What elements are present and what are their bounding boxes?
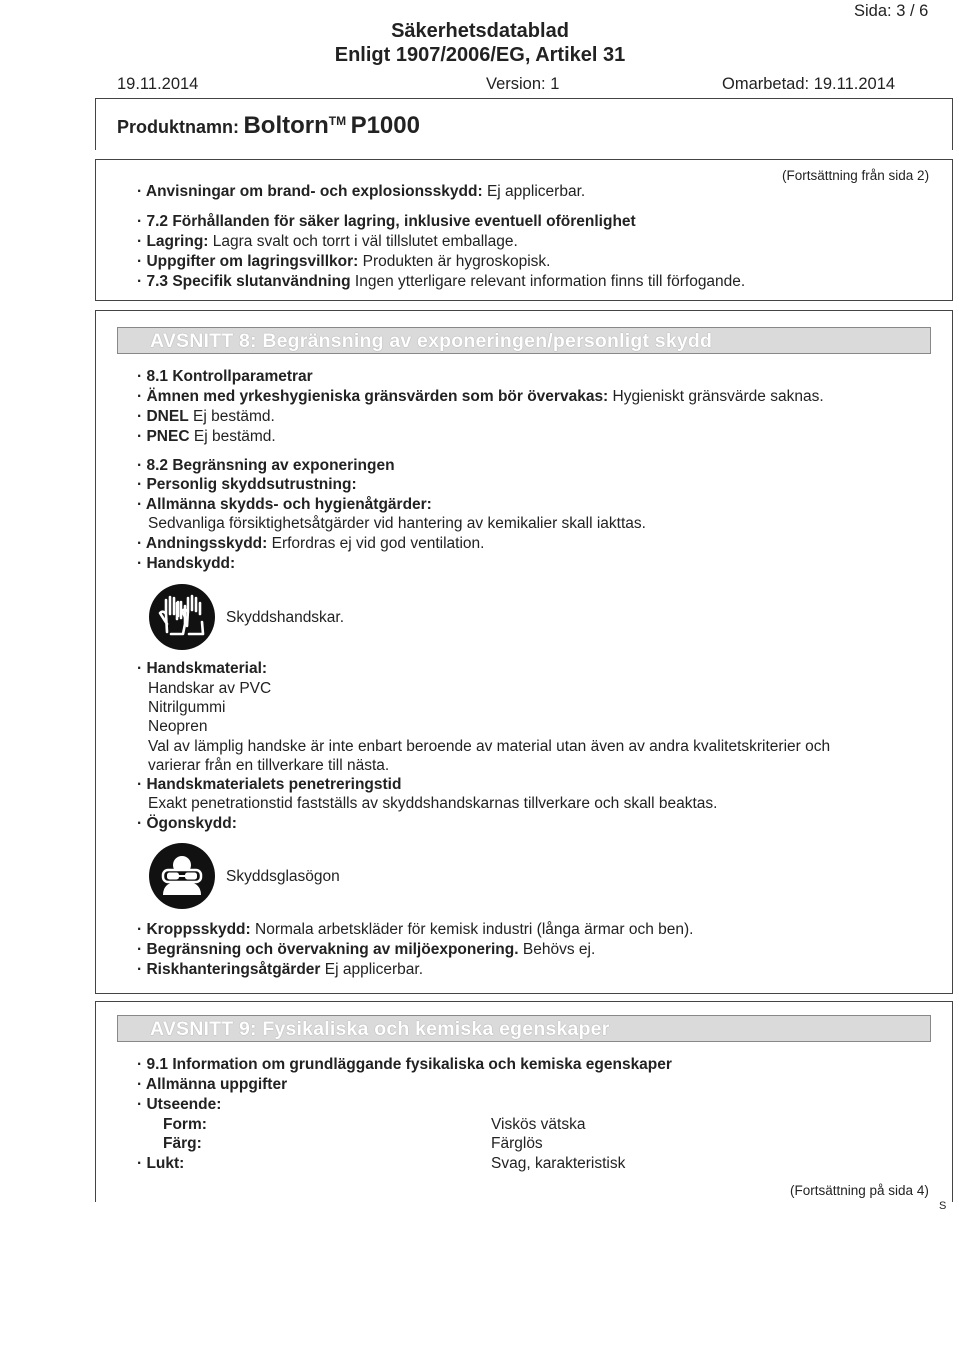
- glove-material-3: Neopren: [148, 718, 208, 735]
- penetration-time-text: Exakt penetrationstid fastställs av skyddshandskarnas tillverkare och skall beaktas.: [148, 795, 718, 812]
- control-parameters-heading: · 8.1 Kontrollparametrar: [137, 368, 313, 385]
- general-measures-text: Sedvanliga försiktighetsåtgärder vid hantering av kemikalier skall iakttas.: [148, 515, 646, 532]
- print-date: 19.11.2014: [117, 75, 199, 93]
- product-name: [117, 112, 420, 140]
- storage-conditions: · Uppgifter om lagringsvillkor: Produkten är hygroskopisk.: [137, 253, 551, 270]
- form-value: Viskös vätska: [491, 1116, 586, 1133]
- version: Version: 1: [486, 75, 560, 93]
- section-9-title: AVSNITT 9: Fysikaliska och kemiska egenskaper: [117, 1015, 931, 1042]
- glove-material-heading: · Handskmaterial:: [137, 660, 268, 677]
- odor-value: Svag, karakteristisk: [491, 1155, 626, 1172]
- hand-protection-heading: · Handskydd:: [137, 555, 236, 572]
- hand-protection-caption: Skyddshandskar.: [226, 609, 345, 626]
- specific-end-use: · 7.3 Specifik slutanvändning Ingen ytterligare relevant information finns till förfogande.: [137, 273, 746, 290]
- footer-letter: S: [939, 1200, 947, 1212]
- continued-from: (Fortsättning från sida 2): [782, 168, 930, 183]
- body-protection: · Kroppsskydd: Normala arbetskläder för kemisk industri (långa ärmar och ben).: [137, 921, 694, 938]
- odor-label: · Lukt:: [137, 1155, 185, 1172]
- penetration-time-heading: · Handskmaterialets penetreringstid: [137, 776, 402, 793]
- page-number: Sida: 3 / 6: [854, 2, 929, 20]
- pnec: · PNEC Ej bestämd.: [137, 428, 276, 445]
- dnel: · DNEL Ej bestämd.: [137, 408, 275, 425]
- glove-material-2: Nitrilgummi: [148, 699, 226, 716]
- fire-protection: · Anvisningar om brand- och explosionsskydd: Ej applicerbar.: [137, 183, 586, 200]
- goggles-icon: [149, 843, 215, 909]
- glove-selection-note-1: Val av lämplig handske är inte enbart beroende av material utan även av andra kvalitetskriterier och: [148, 738, 831, 755]
- basic-properties-heading: · 9.1 Information om grundläggande fysikaliska och kemiska egenskaper: [137, 1056, 672, 1073]
- respiratory-protection: · Andningsskydd: Erfordras ej vid god ventilation.: [137, 535, 485, 552]
- exposure-limits: · Ämnen med yrkeshygieniska gränsvärden som bör övervakas: Hygieniskt gränsvärde saknas.: [137, 388, 824, 405]
- eye-protection-heading: · Ögonskydd:: [137, 815, 237, 832]
- product-label: Produktnamn:: [117, 117, 240, 137]
- ppe-heading: · Personlig skyddsutrustning:: [137, 476, 357, 493]
- continued-on: (Fortsättning på sida 4): [790, 1183, 929, 1198]
- glove-material-1: Handskar av PVC: [148, 680, 272, 697]
- environmental-exposure: · Begränsning och övervakning av miljöexponering. Behövs ej.: [137, 941, 596, 958]
- gloves-icon: [149, 584, 215, 650]
- revised-date: Omarbetad: 19.11.2014: [722, 75, 896, 93]
- risk-management: · Riskhanteringsåtgärder Ej applicerbar.: [137, 961, 424, 978]
- exposure-controls-heading: · 8.2 Begränsning av exponeringen: [137, 457, 395, 474]
- product-brand: Boltorn: [243, 112, 329, 139]
- document-title: Säkerhetsdatablad: [391, 20, 569, 42]
- storage-heading: · 7.2 Förhållanden för säker lagring, inklusive eventuell oförenlighet: [137, 213, 636, 230]
- glove-selection-note-2: varierar från en tillverkare till nästa.: [148, 757, 390, 774]
- appearance-heading: · Utseende:: [137, 1096, 222, 1113]
- form-label: Form:: [163, 1116, 207, 1133]
- color-value: Färglös: [491, 1135, 543, 1152]
- eye-protection-caption: Skyddsglasögon: [226, 868, 340, 885]
- section-8-title: AVSNITT 8: Begränsning av exponeringen/personligt skydd: [117, 327, 931, 354]
- trademark: TM: [328, 114, 347, 128]
- color-label: Färg:: [163, 1135, 202, 1152]
- document-subtitle: Enligt 1907/2006/EG, Artikel 31: [334, 44, 626, 66]
- general-info-heading: · Allmänna uppgifter: [137, 1076, 288, 1093]
- storage: · Lagring: Lagra svalt och torrt i väl tillslutet emballage.: [137, 233, 518, 250]
- general-measures-heading: · Allmänna skydds- och hygienåtgärder:: [137, 496, 432, 513]
- product-code: P1000: [350, 112, 420, 139]
